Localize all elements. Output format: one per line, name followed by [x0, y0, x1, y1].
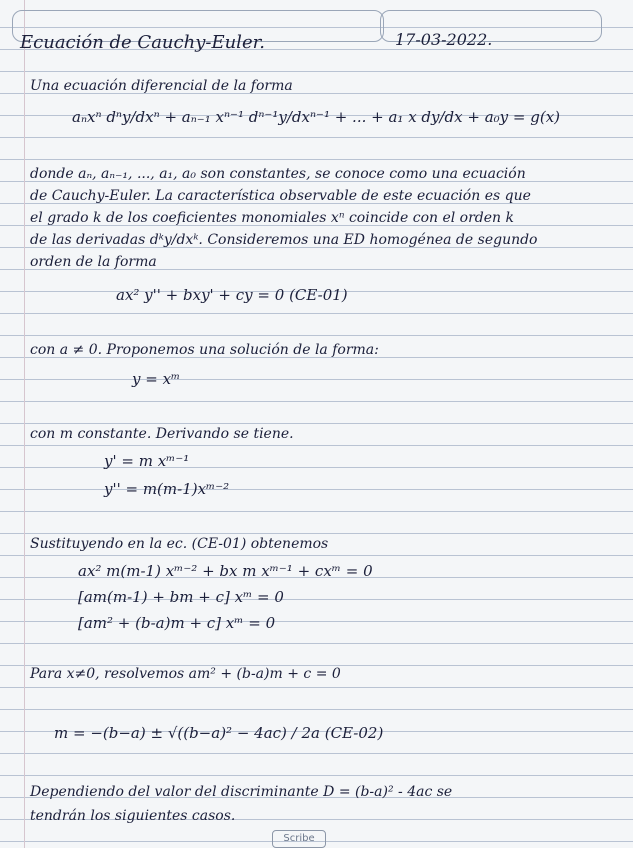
text-line-4: el grado k de los coeficientes monomiales xⁿ coincide con el orden k — [30, 210, 514, 226]
text-line-11: Dependiendo del valor del discriminante D = (b-a)² - 4ac se — [30, 784, 453, 800]
text-line-3: de Cauchy-Euler. La característica observable de este ecuación es que — [30, 188, 531, 204]
text-line-10: Para x≠0, resolvemos am² + (b-a)m + c = 0 — [30, 666, 341, 682]
equation-second-derivative: y'' = m(m-1)xᵐ⁻² — [104, 480, 230, 498]
page-title: Ecuación de Cauchy-Euler. — [20, 32, 265, 53]
text-line-1: Una ecuación diferencial de la forma — [30, 78, 293, 94]
margin-line — [24, 0, 25, 848]
text-line-12: tendrán los siguientes casos. — [30, 808, 236, 824]
equation-first-derivative: y' = m xᵐ⁻¹ — [104, 452, 190, 470]
equation-ce01: ax² y'' + bxy' + cy = 0 (CE-01) — [116, 286, 348, 304]
equation-substitution: ax² m(m-1) xᵐ⁻² + bx m xᵐ⁻¹ + cxᵐ = 0 — [78, 562, 373, 580]
equation-factored-1: [am(m-1) + bm + c] xᵐ = 0 — [78, 588, 284, 606]
footer-mark: Scribe — [272, 830, 326, 848]
equation-general: aₙxⁿ dⁿy/dxⁿ + aₙ₋₁ xⁿ⁻¹ dⁿ⁻¹y/dxⁿ⁻¹ + ... + a₁ x dy/dx + a₀y = g(x) — [72, 108, 561, 126]
text-line-2: donde aₙ, aₙ₋₁, ..., a₁, a₀ son constantes, se conoce como una ecuación — [30, 166, 526, 182]
text-line-8: con m constante. Derivando se tiene. — [30, 426, 294, 442]
text-line-9: Sustituyendo en la ec. (CE-01) obtenemos — [30, 536, 329, 552]
text-line-7: con a ≠ 0. Proponemos una solución de la forma: — [30, 342, 379, 358]
equation-factored-2: [am² + (b-a)m + c] xᵐ = 0 — [78, 614, 276, 632]
equation-ce02: m = −(b−a) ± √((b−a)² − 4ac) / 2a (CE-02) — [54, 724, 384, 742]
equation-proposed: y = xᵐ — [132, 370, 181, 388]
text-line-5: de las derivadas dᵏy/dxᵏ. Consideremos una ED homogénea de segundo — [30, 232, 538, 248]
text-line-6: orden de la forma — [30, 254, 157, 270]
date-text: 17-03-2022. — [395, 30, 493, 49]
